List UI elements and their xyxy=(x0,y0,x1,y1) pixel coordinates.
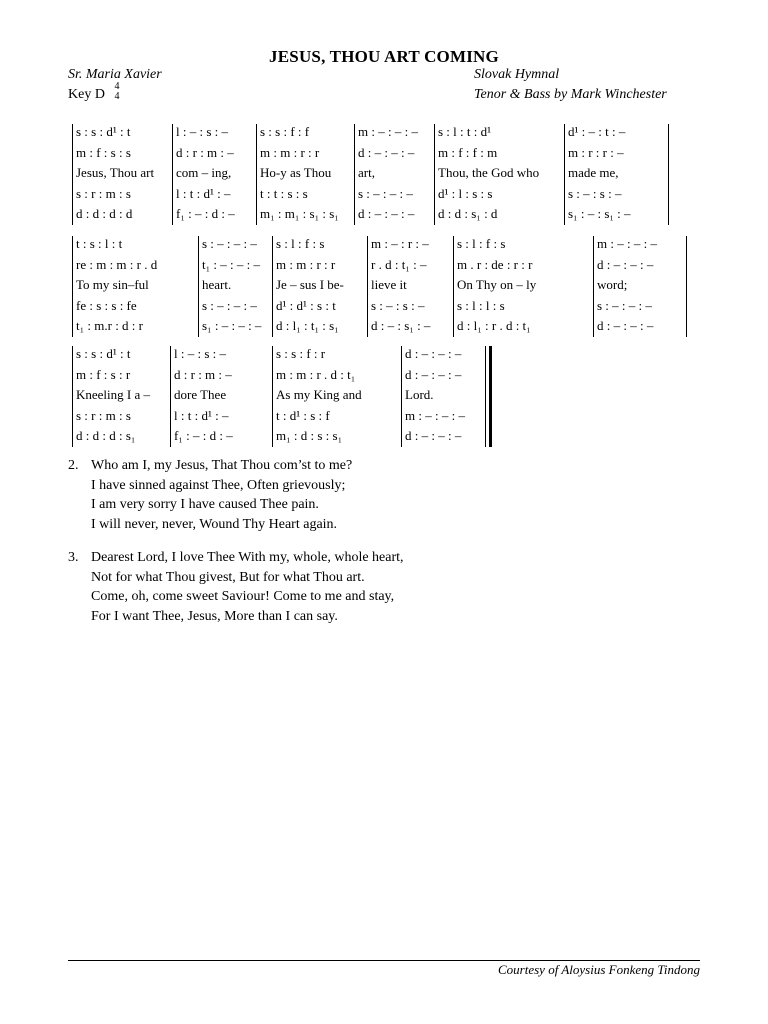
voice-line xyxy=(0,346,768,364)
verse-line: I will never, never, Wound Thy Heart again. xyxy=(91,516,338,532)
lyric-line xyxy=(0,387,768,405)
verse-line: Not for what Thou givest, But for what Thou art. xyxy=(91,569,365,585)
score-system xyxy=(0,236,768,339)
measure-cell: s : s : d¹ : t xyxy=(76,346,131,361)
measure-cell: l : – : s : – xyxy=(174,346,227,361)
measure-cell: m₁ : m₁ : s₁ : s₁ xyxy=(260,206,339,221)
barline xyxy=(170,346,171,447)
measure-cell: s : r : m : s xyxy=(76,407,131,423)
barline xyxy=(453,236,454,337)
measure-cell: s₁ : – : – : – xyxy=(202,318,262,333)
measure-cell: d : r : m : – xyxy=(174,366,232,382)
verse-number: 2. xyxy=(68,458,79,473)
lyric-cell: lieve it xyxy=(371,277,407,292)
measure-cell: t : t : s : s xyxy=(260,185,308,201)
measure-cell: t : s : l : t xyxy=(76,236,123,251)
measure-cell: r . d : t₁ : – xyxy=(371,256,427,272)
lyric-cell: On Thy on – ly xyxy=(457,277,537,292)
voice-line xyxy=(0,145,768,163)
voice-line xyxy=(0,408,768,426)
measure-cell: f₁ : – : d : – xyxy=(176,206,235,221)
barline xyxy=(367,236,368,337)
measure-cell: s : – : – : – xyxy=(202,297,257,313)
barline xyxy=(72,346,73,447)
verse-line: Who am I, my Jesus, That Thou com’st to me? xyxy=(91,458,353,473)
voice-line xyxy=(0,318,768,336)
voice-line xyxy=(0,186,768,204)
measure-cell: m : f : s : s xyxy=(76,144,131,160)
lyric-cell: dore Thee xyxy=(174,387,227,402)
voice-line xyxy=(0,124,768,142)
lyric-cell: Kneeling I a – xyxy=(76,387,151,402)
lyric-line xyxy=(0,277,768,295)
voice-line xyxy=(0,206,768,224)
footer-credit: Courtesy of Aloysius Fonkeng Tindong xyxy=(498,962,700,977)
lyric-cell: Lord. xyxy=(405,387,434,402)
verse-number: 3. xyxy=(68,550,79,565)
measure-cell: m₁ : d : s : s₁ xyxy=(276,428,343,443)
measure-cell: d : d : d : s₁ xyxy=(76,428,136,443)
barline xyxy=(72,236,73,337)
lyric-cell: made me, xyxy=(568,165,619,180)
lyric-cell: Ho-y as Thou xyxy=(260,165,332,180)
voice-line xyxy=(0,428,768,446)
lyric-cell: heart. xyxy=(202,277,232,292)
verse-stanza xyxy=(68,456,352,534)
measure-cell: d : – : – : – xyxy=(358,144,415,160)
barline xyxy=(272,236,273,337)
score-system xyxy=(0,124,768,227)
barline xyxy=(272,346,273,447)
measure-cell: s : l : f : s xyxy=(457,236,506,251)
measure-cell: l : t : d¹ : – xyxy=(176,185,231,201)
measure-cell: s : – : s : – xyxy=(568,185,622,201)
measure-cell: l : – : s : – xyxy=(176,124,229,139)
hymn-title: JESUS, THOU ART COMING xyxy=(269,47,499,66)
measure-cell: s : l : l : s xyxy=(457,297,505,313)
lyric-cell: Je – sus I be- xyxy=(276,277,344,292)
measure-cell: s : l : t : d¹ xyxy=(438,124,492,139)
lyric-cell: As my King and xyxy=(276,387,362,402)
measure-cell: s : – : – : – xyxy=(358,185,413,201)
lyric-cell: To my sin–ful xyxy=(76,277,149,292)
measure-cell: m . r : de : r : r xyxy=(457,256,533,272)
hymnal-source: Slovak Hymnal xyxy=(474,67,560,82)
voice-line xyxy=(0,236,768,254)
barline xyxy=(668,124,669,225)
measure-cell: d¹ : l : s : s xyxy=(438,185,493,201)
measure-cell: m : f : s : r xyxy=(76,366,131,382)
barline xyxy=(172,124,173,225)
verse-line: I have sinned against Thee, Often grievously; xyxy=(91,477,346,493)
time-signature-bottom: 4 xyxy=(114,91,120,102)
lyric-cell: word; xyxy=(597,277,628,292)
measure-cell: t : d¹ : s : f xyxy=(276,407,330,423)
measure-cell: m : – : – : – xyxy=(597,236,657,251)
barline xyxy=(686,236,687,337)
measure-cell: d¹ : d¹ : s : t xyxy=(276,297,336,313)
barline xyxy=(198,236,199,337)
measure-cell: d : – : – : – xyxy=(597,318,654,333)
lyric-cell: com – ing, xyxy=(176,165,232,180)
measure-cell: f₁ : – : d : – xyxy=(174,428,233,443)
measure-cell: m : f : f : m xyxy=(438,144,498,160)
footer-divider xyxy=(68,960,700,961)
barline xyxy=(354,124,355,225)
final-barline xyxy=(489,346,492,447)
measure-cell: s₁ : – : s₁ : – xyxy=(568,206,631,221)
barline xyxy=(72,124,73,225)
composer: Sr. Maria Xavier xyxy=(68,67,162,82)
measure-cell: s : r : m : s xyxy=(76,185,131,201)
measure-cell: m : m : r : r xyxy=(276,256,336,272)
verse-stanza xyxy=(68,548,404,626)
measure-cell: s : – : s : – xyxy=(371,297,425,313)
barline xyxy=(564,124,565,225)
barline xyxy=(434,124,435,225)
measure-cell: m : – : – : – xyxy=(358,124,418,139)
voice-line xyxy=(0,257,768,275)
measure-cell: t₁ : m.r : d : r xyxy=(76,318,143,333)
measure-cell: fe : s : s : fe xyxy=(76,297,137,313)
final-barline-thin xyxy=(485,346,486,447)
measure-cell: d : d : s₁ : d xyxy=(438,206,498,221)
key-signature: Key D xyxy=(68,87,105,102)
measure-cell: s : – : – : – xyxy=(202,236,257,251)
verse-line: For I want Thee, Jesus, More than I can say. xyxy=(91,608,338,624)
voice-line xyxy=(0,367,768,385)
measure-cell: l : t : d¹ : – xyxy=(174,407,229,423)
measure-cell: m : m : r . d : t₁ xyxy=(276,366,356,382)
measure-cell: d : r : m : – xyxy=(176,144,234,160)
verse-line: I am very sorry I have caused Thee pain. xyxy=(91,497,319,512)
measure-cell: re : m : m : r . d xyxy=(76,256,158,272)
measure-cell: d : – : s₁ : – xyxy=(371,318,431,333)
measure-cell: m : – : – : – xyxy=(405,407,465,423)
time-signature-top: 4 xyxy=(114,81,120,92)
lyric-cell: Jesus, Thou art xyxy=(76,165,155,180)
voice-line xyxy=(0,298,768,316)
measure-cell: d : d : d : d xyxy=(76,206,133,221)
score-system xyxy=(0,346,768,449)
barline xyxy=(401,346,402,447)
measure-cell: t₁ : – : – : – xyxy=(202,256,260,272)
measure-cell: d : l₁ : r . d : t₁ xyxy=(457,318,531,333)
measure-cell: s : s : f : f xyxy=(260,124,310,139)
barline xyxy=(256,124,257,225)
verse-line: Dearest Lord, I love Thee With my, whole, whole heart, xyxy=(91,550,404,565)
measure-cell: d : – : – : – xyxy=(597,256,654,272)
measure-cell: m : – : r : – xyxy=(371,236,429,251)
verse-line: Come, oh, come sweet Saviour! Come to me and stay, xyxy=(91,589,395,604)
measure-cell: s : – : – : – xyxy=(597,297,652,313)
barline xyxy=(593,236,594,337)
measure-cell: m : r : r : – xyxy=(568,144,624,160)
time-signature xyxy=(112,82,122,102)
measure-cell: s : s : d¹ : t xyxy=(76,124,131,139)
measure-cell: d : – : – : – xyxy=(405,428,462,443)
arranger-credit: Tenor & Bass by Mark Winchester xyxy=(474,87,667,102)
measure-cell: s : s : f : r xyxy=(276,346,326,361)
measure-cell: d¹ : – : t : – xyxy=(568,124,626,139)
measure-cell: m : m : r : r xyxy=(260,144,320,160)
measure-cell: d : – : – : – xyxy=(358,206,415,221)
measure-cell: d : – : – : – xyxy=(405,366,462,382)
measure-cell: d : – : – : – xyxy=(405,346,462,361)
lyric-line xyxy=(0,165,768,183)
lyric-cell: Thou, the God who xyxy=(438,165,540,180)
measure-cell: d : l₁ : t₁ : s₁ xyxy=(276,318,339,333)
lyric-cell: art, xyxy=(358,165,375,180)
measure-cell: s : l : f : s xyxy=(276,236,325,251)
